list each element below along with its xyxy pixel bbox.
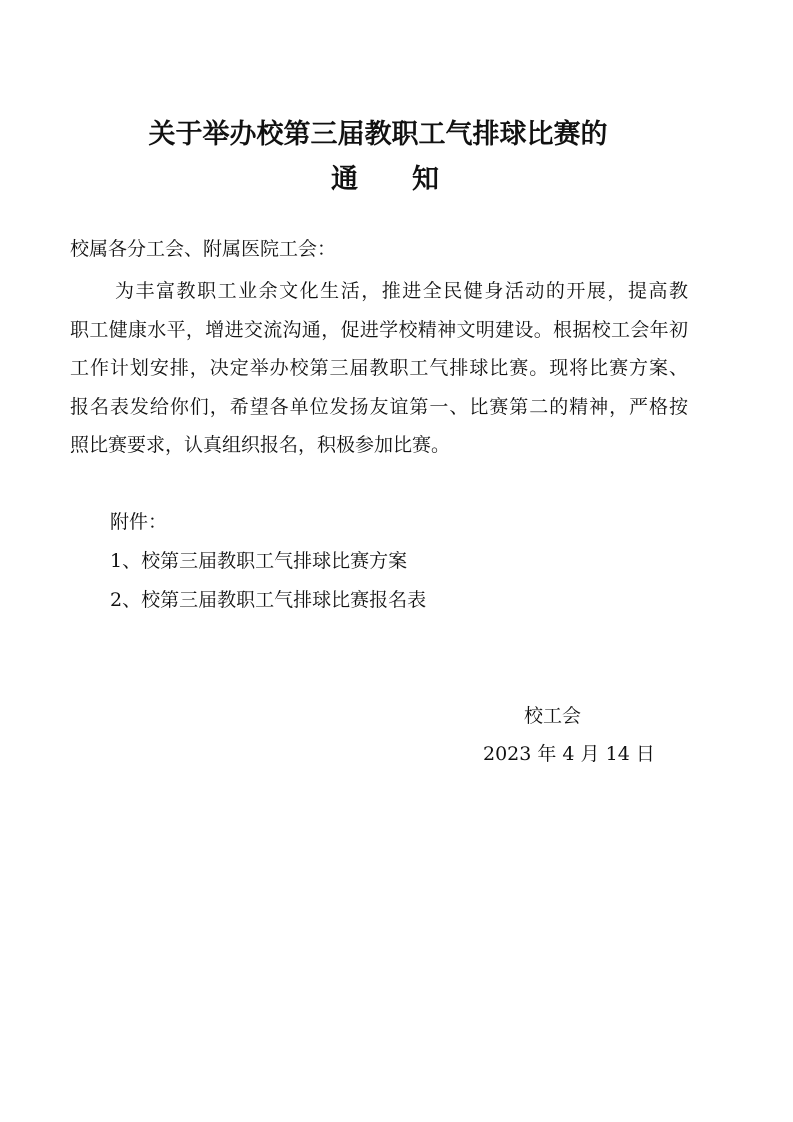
attachment-item: 1、校第三届教职工气排球比赛方案 xyxy=(110,550,408,572)
attachments-label: 附件： xyxy=(110,511,168,533)
body-line: 工作计划安排，决定举办校第三届教职工气排球比赛。现将比赛方案、 xyxy=(70,357,688,379)
salutation: 校属各分工会、附属医院工会： xyxy=(70,238,337,260)
body-line: 报名表发给你们，希望各单位发扬友谊第一、比赛第二的精神，严格按 xyxy=(70,395,688,418)
body-line: 照比赛要求，认真组织报名，积极参加比赛。 xyxy=(70,434,451,456)
body-line: 职工健康水平，增进交流沟通，促进学校精神文明建设。根据校工会年初 xyxy=(70,318,688,341)
notice-title-subtitle: 通 知 xyxy=(331,164,439,195)
attachments-section xyxy=(110,503,426,620)
attachment-item: 2、校第三届教职工气排球比赛报名表 xyxy=(110,589,427,611)
notice-body xyxy=(70,272,688,465)
signature-date: 2023 年 4 月 14 日 xyxy=(483,743,655,765)
signature-organization: 校工会 xyxy=(524,705,582,727)
body-line: 为丰富教职工业余文化生活，推进全民健身活动的开展，提高教 xyxy=(115,280,688,302)
notice-title: 关于举办校第三届教职工气排球比赛的 xyxy=(148,119,608,150)
